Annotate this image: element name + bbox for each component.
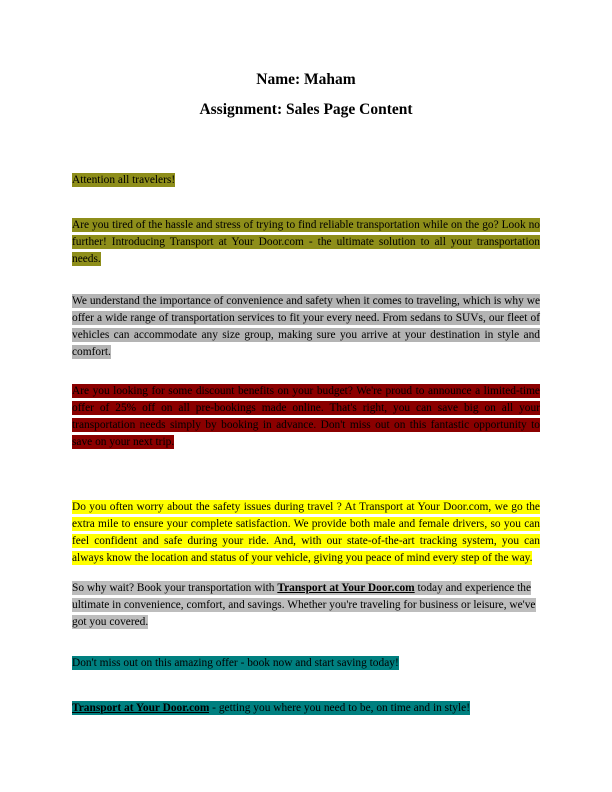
highlight-text: Do you often worry about the safety issues during travel ? At Transport at Your Door.com, we go the extra mile to ensure your complete satisfaction. We provide both male and female drivers, so you can feel confident and safe during your ride. And, with our state-of-the-art tracking system, you can always know the location and status of your vehicle, giving you peace of mind every step of the way.	[72, 501, 540, 564]
highlight-text: So why wait? Book your transportation with	[72, 582, 278, 594]
paragraph-services	[72, 293, 540, 361]
highlight-text: today and experience the ultimate in convenience, comfort, and savings. Whether you're traveling for business or leisure, we've got you covered.	[72, 582, 536, 628]
highlight-text: Attention all travelers!	[72, 174, 176, 186]
assignment-title: Assignment: Sales Page Content	[199, 101, 413, 118]
author-name: Name: Maham	[256, 71, 356, 88]
paragraph-discount	[72, 383, 540, 451]
paragraph-attention	[72, 172, 540, 189]
highlight-text: - getting you where you need to be, on time and in style!	[209, 702, 470, 714]
paragraph-tagline	[72, 700, 540, 717]
paragraph-offer	[72, 655, 540, 672]
highlight-text: Don't miss out on this amazing offer - book now and start saving today!	[72, 657, 399, 669]
highlight-text: Are you tired of the hassle and stress of trying to find reliable transportation while on the go? Look no further! Introducing Transport at Your Door.com - the ultimate solution to all your transportation needs.	[72, 219, 540, 265]
paragraph-safety	[72, 499, 540, 567]
brand-link[interactable]: Transport at Your Door.com	[277, 582, 415, 594]
paragraph-call-to-action	[72, 580, 540, 631]
highlight-text: Are you looking for some discount benefits on your budget? We're proud to announce a limited-time offer of 25% off on all pre-bookings made online. That's right, you can save big on all your transportation needs simply by booking in advance. Don't miss out on this fantastic opportunity to save on your next trip.	[72, 385, 540, 448]
highlight-text: We understand the importance of convenience and safety when it comes to traveling, which is why we offer a wide range of transportation services to fit your every need. From sedans to SUVs, our fleet of vehicles can accommodate any size group, making sure you arrive at your destination in style and comfort.	[72, 295, 540, 358]
brand-link[interactable]: Transport at Your Door.com	[72, 702, 210, 714]
paragraph-intro	[72, 217, 540, 268]
